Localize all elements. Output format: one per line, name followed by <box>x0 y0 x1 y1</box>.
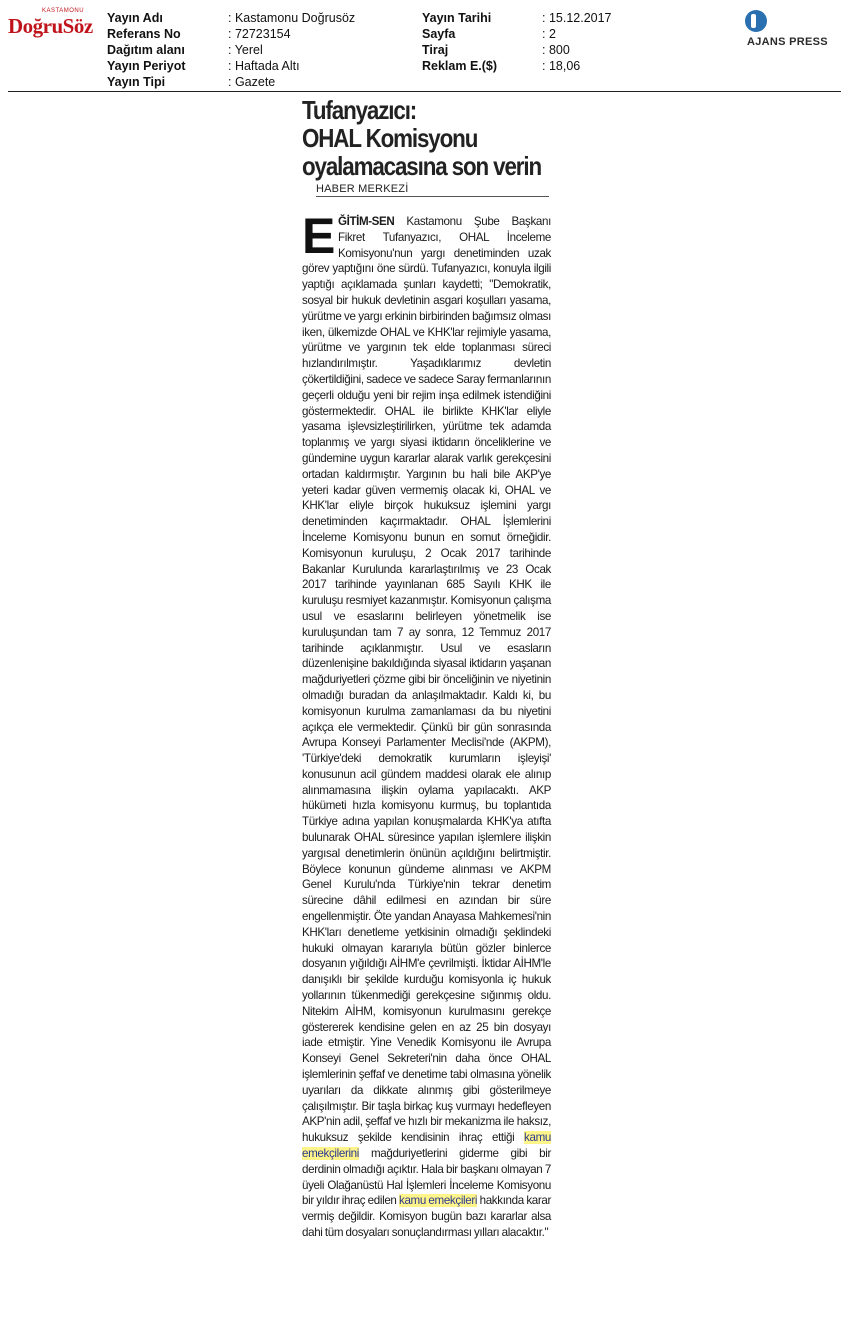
news-clipping <box>302 96 551 1321</box>
meta-label: Yayın Adı <box>107 11 163 25</box>
meta-label: Referans No <box>107 27 181 41</box>
publication-meta-left <box>107 10 355 90</box>
meta-row <box>422 42 612 58</box>
meta-row <box>107 26 355 42</box>
drop-cap: E <box>302 208 335 264</box>
meta-value: : 2 <box>542 27 556 41</box>
meta-row <box>107 58 355 74</box>
body-text: hakkında karar vermiş değildir. Komisyon bugün bazı kararlar alsa dahi tüm dosyaları sonuçlandırması yılları alacaktır." <box>302 1194 551 1239</box>
newspaper-logo <box>8 8 103 48</box>
body-text: mağduriyetlerini giderme gibi bir derdinin olmadığı açıktır. Hala bir başkanı olmayan 7 üyeli Olağanüstü Hal İşlemleri İnceleme Komisyonu bir yıldır ihraç edilen <box>302 1147 551 1208</box>
highlighted-term: kamu emekçilerini <box>302 1131 551 1161</box>
meta-value: : 18,06 <box>542 59 581 73</box>
lead-word: ĞİTİM-SEN <box>338 215 395 228</box>
meta-row <box>422 10 612 26</box>
meta-label: Reklam E.($) <box>422 59 498 73</box>
meta-label: Sayfa <box>422 27 456 41</box>
publication-meta-right <box>422 10 612 74</box>
meta-row <box>107 74 355 90</box>
ajans-press-logo <box>745 10 840 50</box>
meta-label: Yayın Tipi <box>107 75 166 89</box>
headline-line: oyalamacasına son verin <box>302 151 542 181</box>
header-divider <box>8 91 841 92</box>
ajans-press-name: AJANS PRESS <box>747 36 828 48</box>
headline-line: OHAL Komisyonu <box>302 123 478 153</box>
meta-value: : Haftada Altı <box>228 59 300 73</box>
meta-label: Tiraj <box>422 43 449 57</box>
logo-subtitle: KASTAMONU <box>42 8 85 14</box>
meta-row <box>422 58 612 74</box>
meta-row <box>422 26 612 42</box>
highlighted-term: kamu emekçileri <box>399 1194 478 1208</box>
article-body <box>302 208 551 1241</box>
logo-title: DoğruSöz <box>8 14 93 38</box>
meta-row <box>107 10 355 26</box>
meta-value: : 72723154 <box>228 27 291 41</box>
meta-value: : Kastamonu Doğrusöz <box>228 11 356 25</box>
meta-value: : Yerel <box>228 43 263 57</box>
meta-value: : 800 <box>542 43 570 57</box>
ajans-press-icon <box>745 10 767 32</box>
meta-label: Yayın Tarihi <box>422 11 492 25</box>
headline-line: Tufanyazıcı: <box>302 95 417 125</box>
meta-row <box>107 42 355 58</box>
body-text: Kastamonu Şube Başkanı Fikret Tufanyazıcı, OHAL İnceleme Komisyonu'nun yargı denetiminden uzak görev yaptığını öne sürdü. Tufanyazıcı, konuyla ilgili yaptığı açıklamada şunları kaydetti; "Demokratik, sosyal bir hukuk devletinin asgari koşulları yasama, yürütme ve yargı erkinin birbirinden bağımsız olması iken, ülkemizde OHAL ve KHK'lar rejimiyle yasama, yürütme ve yargının tek elde toplanması süreci hızlandırılmıştır. Yaşadıklarımız devletin çökertildiğini, sadece ve sadece Saray fermanlarının geçerli olduğu yeni bir rejim inşa edilmek istendiğini göstermektedir. OHAL ile birlikte KHK'lar eliyle yasama işlevsizleştirilirken, yürütme tek adamda toplanmış ve yargı siyasi iktidarın önceliklerine ve gündemine uygun kararlar alarak varlık gerekçesini ortadan kaldırmıştır. Yargının bu hali bile AKP'ye yeteri kadar güven vermemiş olacak ki, OHAL ve KHK'lar eliyle birçok hukuksuz işlemini yargı denetiminden kaçırmaktadır. OHAL İşlemlerini İnceleme Komisyonu bunun en somut örneğidir. Komisyonun kuruluşu, 2 Ocak 2017 tarihinde Bakanlar Kurulunda kararlaştırılmış ve 23 Ocak 2017 tarihinde yayınlanan 685 Sayılı KHK ile kuruluşu resmiyet kazanmıştır. Komisyonun çalışma usul ve esaslarını belirleyen yönetmelik ise kuruluşundan tam 7 ay sonra, 12 Temmuz 2017 tarihinde açıklanmıştır. Usul ve esasların düzenlenişine bakıldığında siyasal iktidarın yaşanan mağduriyetleri çözme gibi bir önceliğinin ve niyetinin olmadığı buradan da anlaşılmaktadır. Kaldı ki, bu komisyonun kurulma zamanlaması da bu niyetini açıkça ele vermektedir. Çünkü bir gün sonrasında Avrupa Konseyi Parlamenter Meclisi'nde (AKPM), 'Türkiye'deki demokratik kurumların işleyişi' konusunun acil gündem maddesi olarak ele alınıp alınmamasına ilişkin oylama yapılacaktı. AKP hükümeti hızla komisyonu kurmuş, bu toplantıda Türkiye adına yapılan konuşmalarda KHK'ya atıfta bulunarak OHAL süresince yapılan işlemlere ilişkin yargısal denetimlerin önünün açıldığını belirtmiştir. Böylece konunun gündeme alınması ve AKPM Genel Kurulu'nda Türkiye'nin tekrar denetim sürecine dâhil edilmesi en azından bir süre engellenmiştir. Öte yandan Anayasa Mahkemesi'nin KHK'ları denetleme yetkisinin olmadığı şeklindeki hukuki olmayan kararıyla bütün gözler binlerce dosyanın yığıldığı AİHM'e çevrilmişti. İktidar AİHM'le danışıklı bir şekilde kurduğu komisyonla iç hukuk yollarının tükenmediği gerekçesine sığınmış oldu. Nitekim AİHM, komisyonun kurulmasını gerekçe göstererek kendisine gelen en az 25 bin dosyayı iade etmiştir. Yine Venedik Komisyonu ile Avrupa Konseyi Genel Sekreteri'nin daha önce OHAL işlemlerinin şeffaf ve denetime tabi olmasına yönelik uyarıları da dikkate alınmış gibi gösterilmeye çalışılmıştır. Bir taşla birkaç kuş vurmayı hedefleyen AKP'nin adil, şeffaf ve hızlı bir mekanizma ile haksız, hukuksuz şekilde kendisinin ihraç ettiği <box>302 215 551 1145</box>
article-headline <box>302 96 551 180</box>
article-byline: HABER MERKEZİ <box>316 183 549 197</box>
meta-label: Yayın Periyot <box>107 59 186 73</box>
meta-value: : Gazete <box>228 75 276 89</box>
meta-label: Dağıtım alanı <box>107 43 185 57</box>
meta-value: : 15.12.2017 <box>542 11 612 25</box>
